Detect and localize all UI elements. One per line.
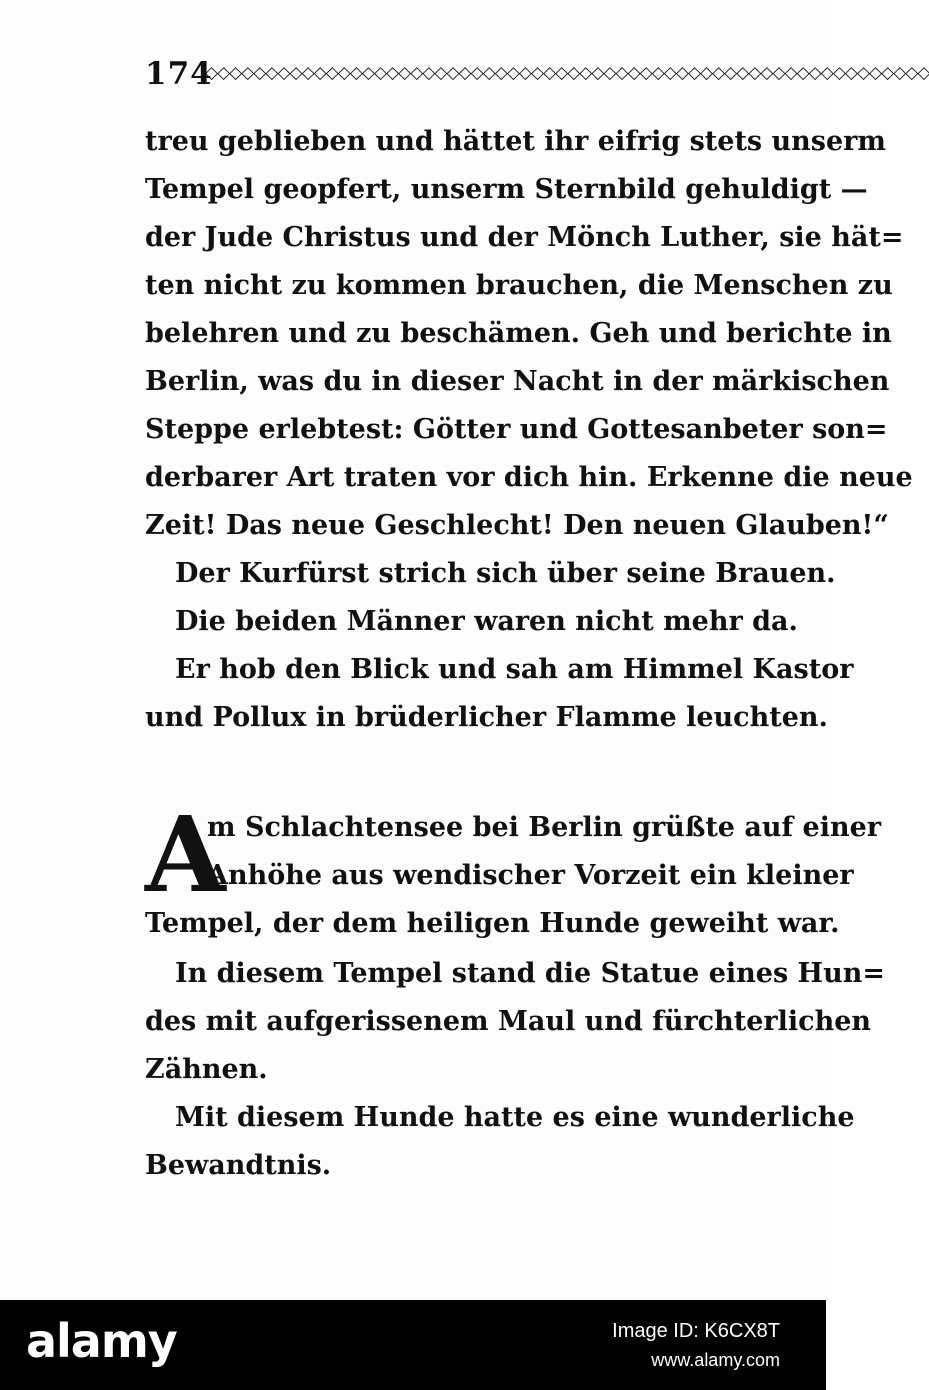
text-line: Er hob den Blick und sah am Himmel Kastor: [175, 654, 854, 685]
watermark-url: www.alamy.com: [651, 1350, 780, 1370]
text-line: Berlin, was du in dieser Nacht in der märkischen: [145, 366, 890, 397]
alamy-logo: alamy: [26, 1314, 177, 1368]
text-line: der Jude Christus und der Mönch Luther, sie hät=: [145, 222, 904, 253]
text-line: Tempel geopfert, unserm Sternbild gehuldigt —: [145, 174, 868, 205]
text-line: Tempel, der dem heiligen Hunde geweiht war.: [145, 908, 840, 939]
drop-cap-initial: A: [145, 793, 226, 916]
text-line: und Pollux in brüderlicher Flamme leuchten.: [145, 702, 828, 733]
text-line: m Schlachtensee bei Berlin grüßte auf einer: [207, 812, 881, 843]
page-header: [145, 52, 929, 96]
image-id-label: Image ID: K6CX8T: [612, 1320, 780, 1342]
text-line: In diesem Tempel stand die Statue eines Hun=: [175, 958, 885, 989]
text-line: Zähnen.: [145, 1054, 268, 1085]
text-line: Mit diesem Hunde hatte es eine wunderliche: [175, 1102, 855, 1133]
header-ornament: ◇◇◇◇◇◇◇◇◇◇◇◇◇◇◇◇◇◇◇◇◇◇◇◇◇◇◇◇◇◇◇◇◇◇◇◇◇◇◇◇◇◇◇◇◇◇◇◇◇◇◇◇◇◇◇◇◇◇◇◇: [205, 63, 929, 83]
text-line: Zeit! Das neue Geschlecht! Den neuen Glauben!“: [145, 510, 889, 541]
text-line: Der Kurfürst strich sich über seine Brauen.: [175, 558, 836, 589]
text-line: treu geblieben und hättet ihr eifrig stets unserm: [145, 126, 886, 157]
text-line: ten nicht zu kommen brauchen, die Menschen zu: [145, 270, 893, 301]
text-line: Die beiden Männer waren nicht mehr da.: [175, 606, 798, 637]
text-line: belehren und zu beschämen. Geh und berichte in: [145, 318, 892, 349]
text-line: des mit aufgerissenem Maul und fürchterlichen: [145, 1006, 872, 1037]
text-line: Anhöhe aus wendischer Vorzeit ein kleiner: [207, 860, 854, 891]
text-line: Bewandtnis.: [145, 1150, 332, 1181]
page-number: 174: [145, 56, 213, 92]
text-line: Steppe erlebtest: Götter und Gottesanbeter son=: [145, 414, 888, 445]
text-line: derbarer Art traten vor dich hin. Erkenne die neue: [145, 462, 913, 493]
stock-watermark-bar: [0, 1300, 826, 1390]
